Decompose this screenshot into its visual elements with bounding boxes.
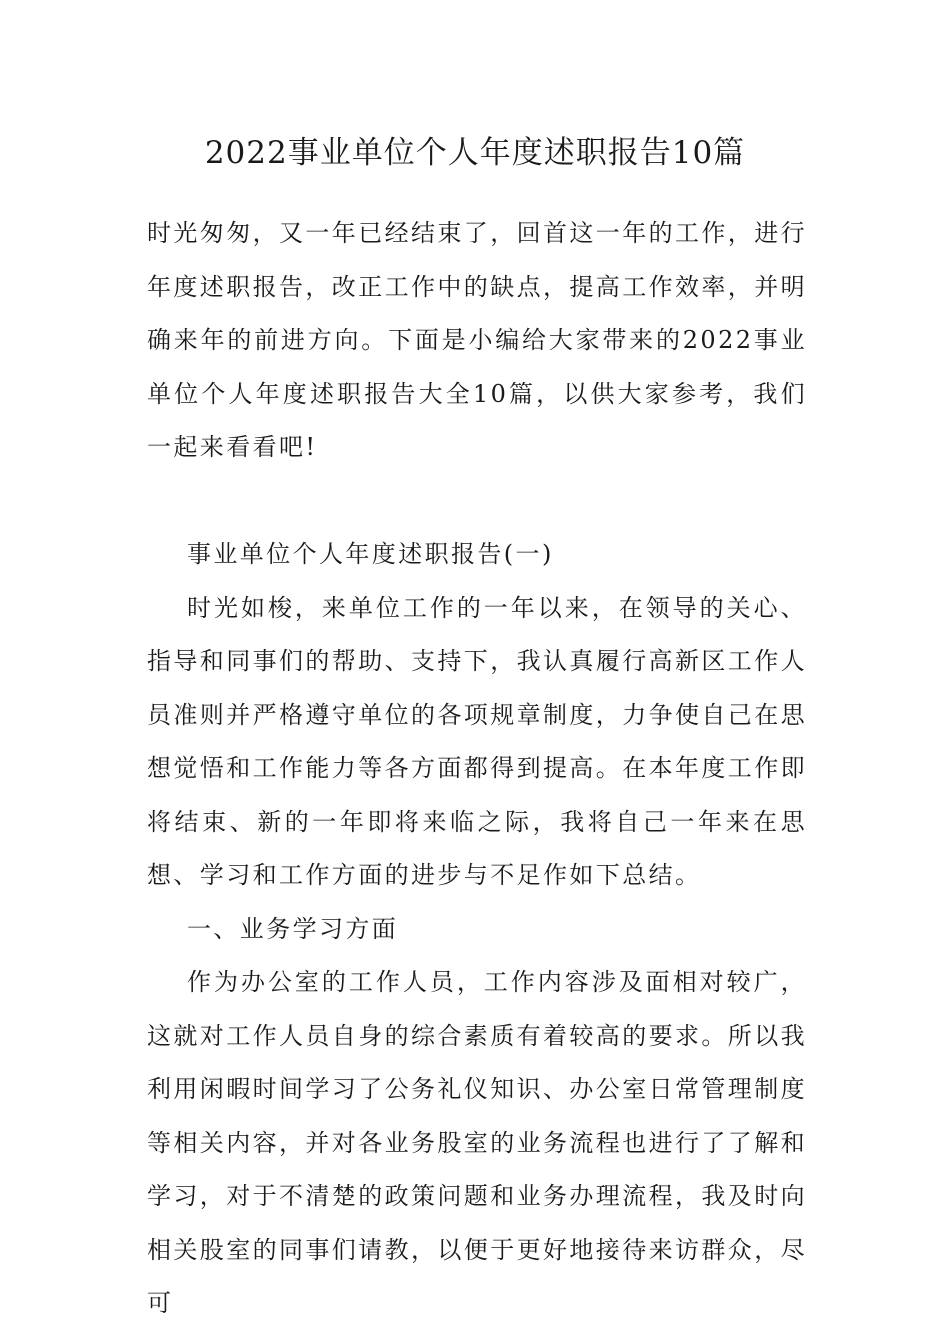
section-heading: 事业单位个人年度述职报告(一) (187, 540, 554, 568)
body-paragraph-1: 时光如梭，来单位工作的一年以来，在领导的关心、指导和同事们的帮助、支持下，我认真履行高新区工作人员准则并严格遵守单位的各项规章制度，力争使自己在思想觉悟和工作能力等各方面都得到提高。在本年度工作即将结束、新的一年即将来临之际，我将自己一年来在思想、学习和工作方面的进步与不足作如下总结。 (147, 593, 807, 889)
intro-paragraph: 时光匆匆，又一年已经结束了，回首这一年的工作，进行年度述职报告，改正工作中的缺点，提高工作效率，并明确来年的前进方向。下面是小编给大家带来的2022事业单位个人年度述职报告大全10篇，以供大家参考，我们一起来看看吧! (147, 219, 807, 461)
report-body (147, 528, 807, 1331)
body-paragraph-2: 作为办公室的工作人员，工作内容涉及面相对较广，这就对工作人员自身的综合素质有着较高的要求。所以我利用闲暇时间学习了公务礼仪知识、办公室日常管理制度等相关内容，并对各业务股室的业务流程也进行了了解和学习，对于不清楚的政策问题和业务办理流程，我及时向相关股室的同事们请教，以便于更好地接待来访群众，尽可 (147, 968, 807, 1317)
subheading-study: 一、业务学习方面 (187, 914, 399, 943)
document-title: 2022事业单位个人年度述职报告10篇 (204, 135, 746, 171)
